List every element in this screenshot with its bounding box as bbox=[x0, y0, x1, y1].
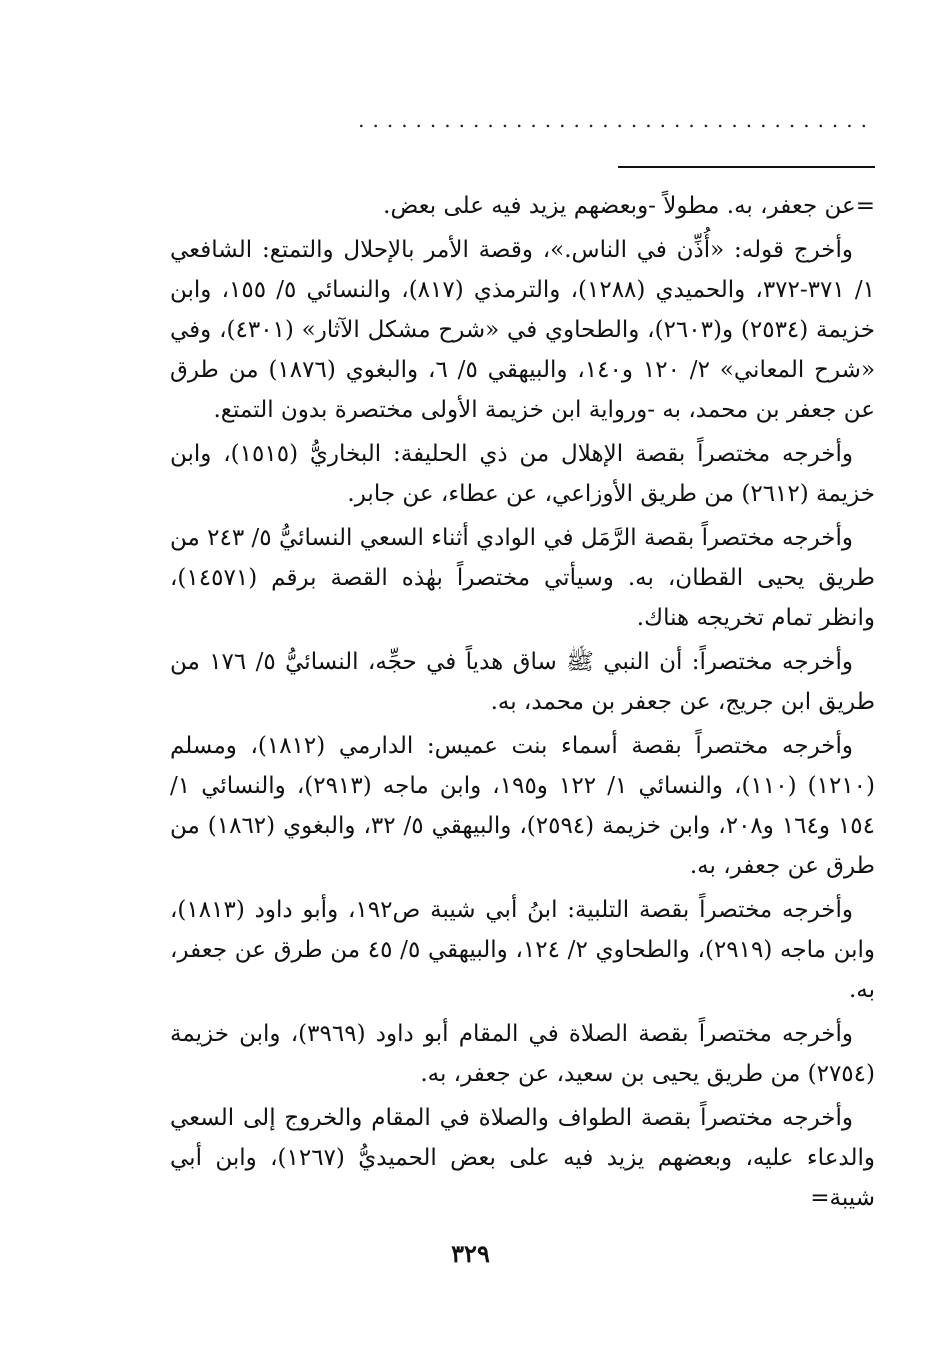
page-number: ٣٢٩ bbox=[451, 1239, 490, 1268]
paragraph: وأخرجه مختصراً بقصة الرَّمَل في الوادي أثناء السعي النسائيُّ ٥/ ٢٤٣ من طريق يحيى القطان، به. وسيأتي مختصراً بهٰذه القصة برقم (١٤٥٧١)، وانظر تمام تخريجه هناك. bbox=[170, 525, 875, 631]
paragraph-continuation: =عن جعفر، به. مطولاً -وبعضهم يزيد فيه على بعض. bbox=[383, 193, 875, 219]
paragraph: وأخرجه مختصراً بقصة التلبية: ابنُ أبي شيبة ص١٩٢، وأبو داود (١٨١٣)، وابن ماجه (٢٩١٩)، والطحاوي ٢/ ١٢٤، والبيهقي ٥/ ٤٥ من طرق عن جعفر، به. bbox=[170, 897, 876, 1003]
footnote-text bbox=[170, 186, 875, 1222]
paragraph: وأخرجه مختصراً بقصة الطواف والصلاة في المقام والخروج إلى السعي والدعاء عليه، وبعضهم يزيد فيه على بعض الحميديُّ (١٢٦٧)، وابن أبي شيبة= bbox=[170, 1105, 875, 1211]
paragraph: وأخرجه مختصراً بقصة الصلاة في المقام أبو داود (٣٩٦٩)، وابن خزيمة (٢٧٥٤) من طريق يحيى بن سعيد، عن جعفر، به. bbox=[170, 1021, 875, 1087]
dotted-separator: .................................... bbox=[358, 108, 875, 132]
paragraph: وأخرجه مختصراً بقصة الإهلال من ذي الحليفة: البخاريُّ (١٥١٥)، وابن خزيمة (٢٦١٢) من طريق الأوزاعي، عن عطاء، عن جابر. bbox=[170, 441, 875, 507]
paragraph: وأخرج قوله: «أُذِّن في الناس.»، وقصة الأمر بالإحلال والتمتع: الشافعي ١/ ٣٧١-٣٧٢، والحميدي (١٢٨٨)، والترمذي (٨١٧)، والنسائي ٥/ ١٥٥، وابن خزيمة (٢٥٣٤) و(٢٦٠٣)، والطحاوي في «شرح مشكل الآثار» (٤٣٠١)، وفي «شرح المعاني» ٢/ ١٢٠ و١٤٠، والبيهقي ٥/ ٦، والبغوي (١٨٧٦) من طرق عن جعفر بن محمد، به -ورواية ابن خزيمة الأولى مختصرة بدون التمتع. bbox=[170, 237, 876, 423]
bottom-edge bbox=[0, 1355, 941, 1359]
paragraph: وأخرجه مختصراً بقصة أسماء بنت عميس: الدارمي (١٨١٢)، ومسلم (١٢١٠) (١١٠)، والنسائي ١/ ١٢٢ و١٩٥، وابن ماجه (٢٩١٣)، والنسائي ١/ ١٥٤ و١٦٤ و٢٠٨، وابن خزيمة (٢٥٩٤)، والبيهقي ٥/ ٣٢، والبغوي (١٨٦٢) من طرق عن جعفر، به. bbox=[170, 733, 876, 879]
footnote-rule bbox=[618, 166, 875, 168]
paragraph: وأخرجه مختصراً: أن النبي ﷺ ساق هدياً في حجِّه، النسائيُّ ٥/ ١٧٦ من طريق ابن جريج، عن جعفر بن محمد، به. bbox=[170, 649, 875, 715]
